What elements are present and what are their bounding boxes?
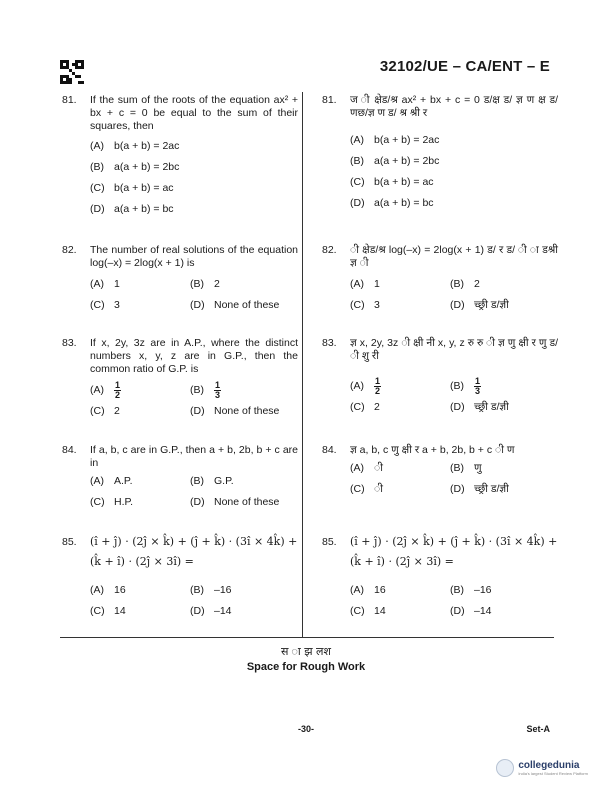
qr-code (60, 60, 84, 84)
question-expression: (î + ĵ) · (2ĵ × k̂) + (ĵ + k̂) · (3î × 4k̂) + (k̂ + î) · (2ĵ × 3î) = (350, 535, 558, 568)
question-number: 85. (62, 536, 77, 548)
question-expression: (î + ĵ) · (2ĵ × k̂) + (ĵ + k̂) · (3î × 4k̂) + (k̂ + î) · (2ĵ × 3î) = (90, 535, 298, 568)
option-a[interactable]: (A) 16 (350, 584, 386, 596)
rough-work-rule (60, 637, 554, 638)
rough-work-label: Space for Rough Work (246, 661, 366, 673)
option-c[interactable]: (C) 2 (350, 401, 380, 413)
question-text: ज्ञ x, 2y, 3z ी क्षी नी x, y, z रु रु ी ज्ञ णु क्षी र णु ड/ ी शु री (350, 337, 558, 362)
question-number: 84. (62, 444, 77, 456)
question-number: 83. (322, 337, 337, 349)
fraction: $\frac{1}{2}$ (375, 376, 381, 396)
option-d[interactable]: (D) च्छ्री ड/ज्ञी (450, 483, 509, 495)
question-85-hi (320, 532, 558, 618)
option-b[interactable]: (B) $\frac{1}{3}$ (450, 376, 481, 396)
option-b[interactable]: (B) 2 (450, 278, 480, 290)
question-text: ज ी क्षेड/श्र ax² + bx + c = 0 ड/क्ष ड/ ज्ञ ण क्ष ड/ णछ/ज्ञ ण ड/ श्र श्री र (350, 94, 558, 119)
option-a[interactable]: (A) 1 (90, 278, 120, 290)
question-number: 85. (322, 536, 337, 548)
option-b[interactable]: (B) –16 (450, 584, 492, 596)
option-b[interactable]: (B) –16 (190, 584, 232, 596)
option-c[interactable]: (C) 3 (350, 299, 380, 311)
option-d[interactable]: (D) None of these (190, 405, 280, 417)
option-d[interactable]: (D) –14 (190, 605, 232, 617)
fraction: $\frac{1}{3}$ (475, 376, 481, 396)
question-number: 81. (62, 94, 77, 106)
option-a[interactable]: (A) 1 (350, 278, 380, 290)
option-a[interactable]: (A) 16 (90, 584, 126, 596)
logo-tagline: India's largest Student Review Platform (518, 770, 588, 776)
question-82-hi (320, 244, 558, 312)
column-divider (302, 92, 303, 637)
option-c[interactable]: (C) b(a + b) = ac (350, 176, 434, 188)
option-d[interactable]: (D) च्छ्री ड/ज्ञी (450, 299, 509, 311)
option-d[interactable]: (D) –14 (450, 605, 492, 617)
option-b[interactable]: (B) $\frac{1}{3}$ (190, 380, 221, 400)
option-d[interactable]: (D) None of these (190, 496, 280, 508)
option-a[interactable]: (A) $\frac{1}{2}$ (350, 376, 381, 396)
option-d[interactable]: (D) च्छ्री ड/ज्ञी (450, 401, 509, 413)
fraction: $\frac{1}{2}$ (115, 380, 121, 400)
question-text: ज्ञ a, b, c णु क्षी र a + b, 2b, b + c ी ण (350, 444, 515, 456)
question-text: If the sum of the roots of the equation ax² + bx + c = 0 be equal to the sum of their squares, then (90, 94, 298, 132)
question-number: 83. (62, 337, 77, 349)
question-83-en (60, 337, 298, 418)
option-a[interactable]: (A) ी (350, 462, 383, 474)
question-84-hi (320, 444, 558, 496)
question-81-hi (320, 94, 558, 210)
question-number: 84. (322, 444, 337, 456)
option-d[interactable]: (D) a(a + b) = bc (90, 203, 174, 215)
question-81-en (60, 94, 298, 216)
option-a[interactable]: (A) b(a + b) = 2ac (90, 140, 180, 152)
logo-name: collegedunia (518, 759, 580, 771)
rough-work-label-hindi: स ा झ लश (281, 645, 331, 658)
option-b[interactable]: (B) णु (450, 462, 482, 474)
mascot-icon (496, 759, 514, 777)
option-a[interactable]: (A) A.P. (90, 475, 133, 487)
option-c[interactable]: (C) ी (350, 483, 383, 495)
option-c[interactable]: (C) b(a + b) = ac (90, 182, 174, 194)
question-text: The number of real solutions of the equation log(–x) = 2log(x + 1) is (90, 244, 298, 269)
option-c[interactable]: (C) 2 (90, 405, 120, 417)
option-a[interactable]: (A) $\frac{1}{2}$ (90, 380, 121, 400)
option-b[interactable]: (B) a(a + b) = 2bc (350, 155, 440, 167)
question-number: 82. (322, 244, 337, 256)
question-82-en (60, 244, 298, 312)
option-b[interactable]: (B) a(a + b) = 2bc (90, 161, 180, 173)
fraction: $\frac{1}{3}$ (215, 380, 221, 400)
collegedunia-logo (496, 759, 588, 777)
option-d[interactable]: (D) None of these (190, 299, 280, 311)
option-c[interactable]: (C) 14 (90, 605, 126, 617)
question-83-hi (320, 337, 558, 414)
option-b[interactable]: (B) 2 (190, 278, 220, 290)
question-text: If a, b, c are in G.P., then a + b, 2b, b + c are in (90, 444, 298, 469)
option-c[interactable]: (C) H.P. (90, 496, 134, 508)
option-c[interactable]: (C) 3 (90, 299, 120, 311)
option-d[interactable]: (D) a(a + b) = bc (350, 197, 434, 209)
page-number: -30- (297, 724, 314, 734)
option-c[interactable]: (C) 14 (350, 605, 386, 617)
question-number: 82. (62, 244, 77, 256)
question-text: ी क्षेड/श्र log(–x) = 2log(x + 1) ड/ र ड/ ी ा डश्री ज्ञ ी (350, 244, 558, 269)
question-85-en (60, 532, 298, 618)
question-text: If x, 2y, 3z are in A.P., where the distinct numbers x, y, z are in G.P., then the common ratio of G.P. is (90, 337, 298, 375)
question-84-en (60, 444, 298, 509)
set-label: Set-A (526, 724, 550, 734)
option-b[interactable]: (B) G.P. (190, 475, 234, 487)
question-number: 81. (322, 94, 337, 106)
paper-code: 32102/UE – CA/ENT – E (379, 58, 550, 75)
option-a[interactable]: (A) b(a + b) = 2ac (350, 134, 440, 146)
